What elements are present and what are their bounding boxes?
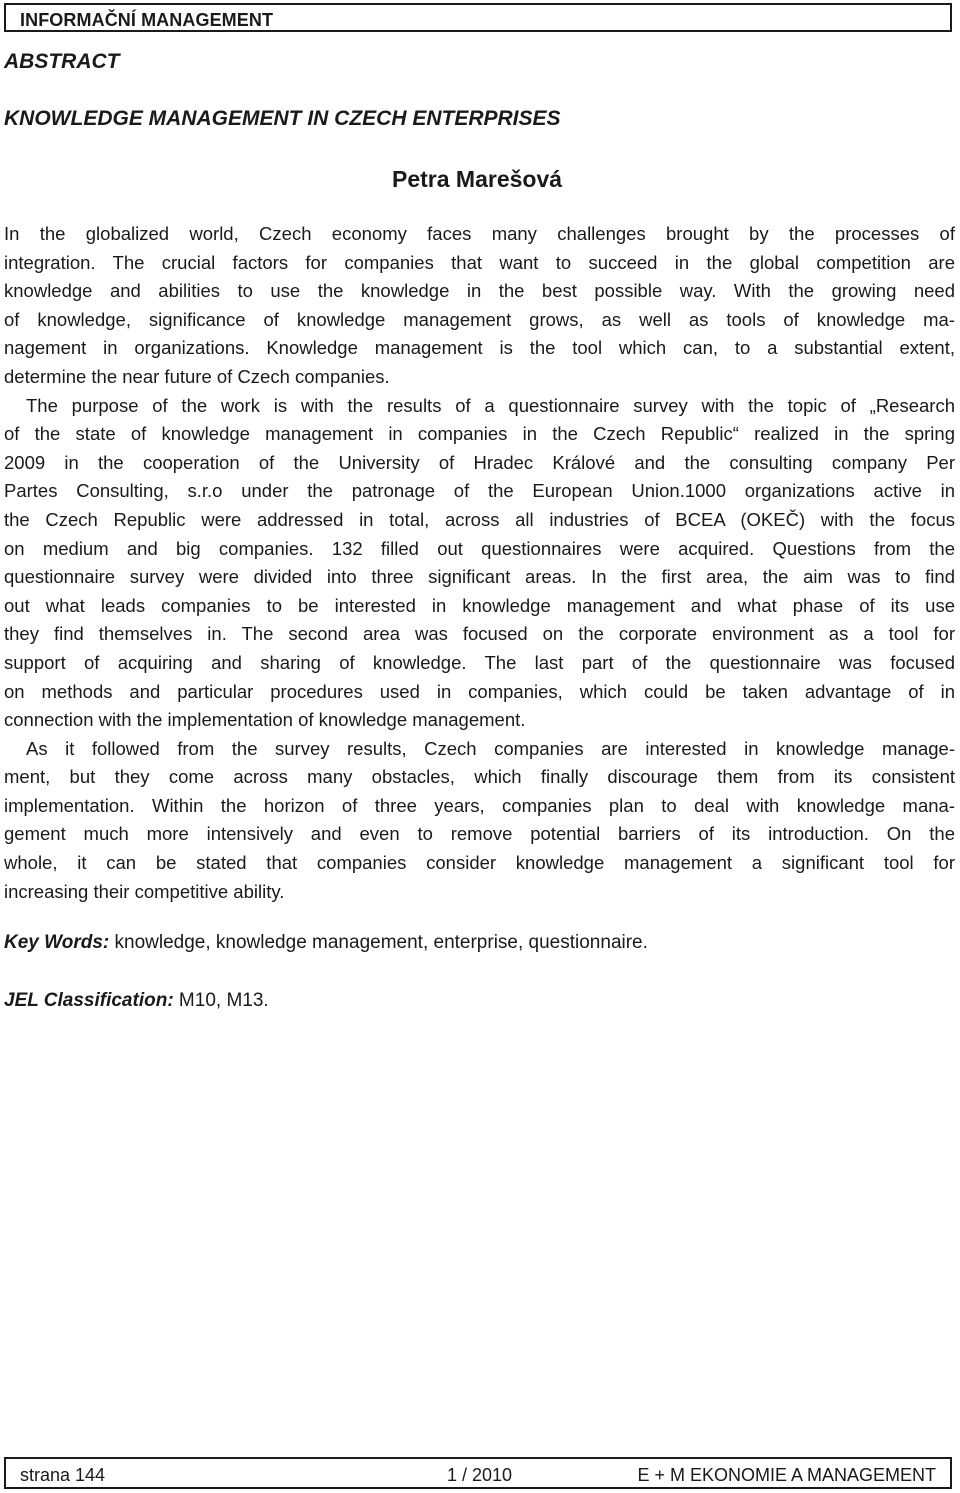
body-line: on methods and particular procedures used in companies, which could be taken advantage of in (4, 680, 955, 702)
article-title: KNOWLEDGE MANAGEMENT IN CZECH ENTERPRISES (4, 107, 561, 130)
body-line: the Czech Republic were addressed in total, across all industries of BCEA (OKEČ) with the focus (4, 508, 955, 530)
body-line: determine the near future of Czech companies. (4, 365, 390, 387)
body-line: out what leads companies to be interested in knowledge management and what phase of its use (4, 594, 955, 616)
body-line: knowledge and abilities to use the knowledge in the best possible way. With the growing need (4, 280, 955, 302)
section-header (4, 3, 952, 32)
section-title: INFORMAČNÍ MANAGEMENT (20, 10, 274, 30)
body-line: The purpose of the work is with the results of a questionnaire survey with the topic of „Research (26, 394, 955, 416)
key-words-label: Key Words: (4, 932, 110, 953)
jel-value: M10, M13. (173, 990, 269, 1011)
body-line: they find themselves in. The second area was focused on the corporate environment as a tool for (4, 623, 955, 645)
author-name: Petra Marešová (392, 166, 563, 192)
issue-number: 1 / 2010 (447, 1465, 513, 1485)
body-line: support of acquiring and sharing of knowledge. The last part of the questionnaire was focused (4, 651, 955, 673)
journal-name: E + M EKONOMIE A MANAGEMENT (637, 1465, 936, 1485)
body-line: gement much more intensively and even to remove potential barriers of its introduction. On the (4, 823, 955, 845)
body-line: implementation. Within the horizon of three years, companies plan to deal with knowledge mana- (4, 794, 955, 816)
body-line: whole, it can be stated that companies consider knowledge management a significant tool for (4, 852, 955, 874)
body-line: integration. The crucial factors for companies that want to succeed in the global competition are (4, 251, 955, 273)
page-number: strana 144 (20, 1465, 106, 1485)
body-line: 2009 in the cooperation of the University of Hradec Králové and the consulting company Per (4, 451, 955, 473)
body-line: As it followed from the survey results, Czech companies are interested in knowledge manage- (26, 737, 955, 759)
body-line: Partes Consulting, s.r.o under the patronage of the European Union.1000 organizations active in (4, 480, 955, 502)
body-line: of the state of knowledge management in companies in the Czech Republic“ realized in the spring (4, 423, 955, 445)
abstract-heading: ABSTRACT (4, 50, 120, 73)
body-line: on medium and big companies. 132 filled out questionnaires were acquired. Questions from the (4, 537, 955, 559)
body-line: questionnaire survey were divided into three significant areas. In the first area, the aim was to find (4, 566, 955, 588)
body-line: connection with the implementation of knowledge management. (4, 709, 526, 731)
abstract-body (4, 220, 955, 906)
jel-label: JEL Classification: (4, 990, 174, 1011)
body-line: increasing their competitive ability. (4, 880, 285, 902)
key-words (4, 932, 648, 954)
body-line: of knowledge, significance of knowledge management grows, as well as tools of knowledge ma- (4, 308, 955, 330)
jel-classification (4, 990, 269, 1012)
key-words-value: knowledge, knowledge management, enterprise, questionnaire. (109, 932, 648, 953)
page-footer (4, 1457, 952, 1489)
body-line: nagement in organizations. Knowledge management is the tool which can, to a substantial extent, (4, 337, 955, 359)
body-line: ment, but they come across many obstacles, which finally discourage them from its consistent (4, 766, 955, 788)
body-line: In the globalized world, Czech economy faces many challenges brought by the processes of (4, 223, 955, 244)
